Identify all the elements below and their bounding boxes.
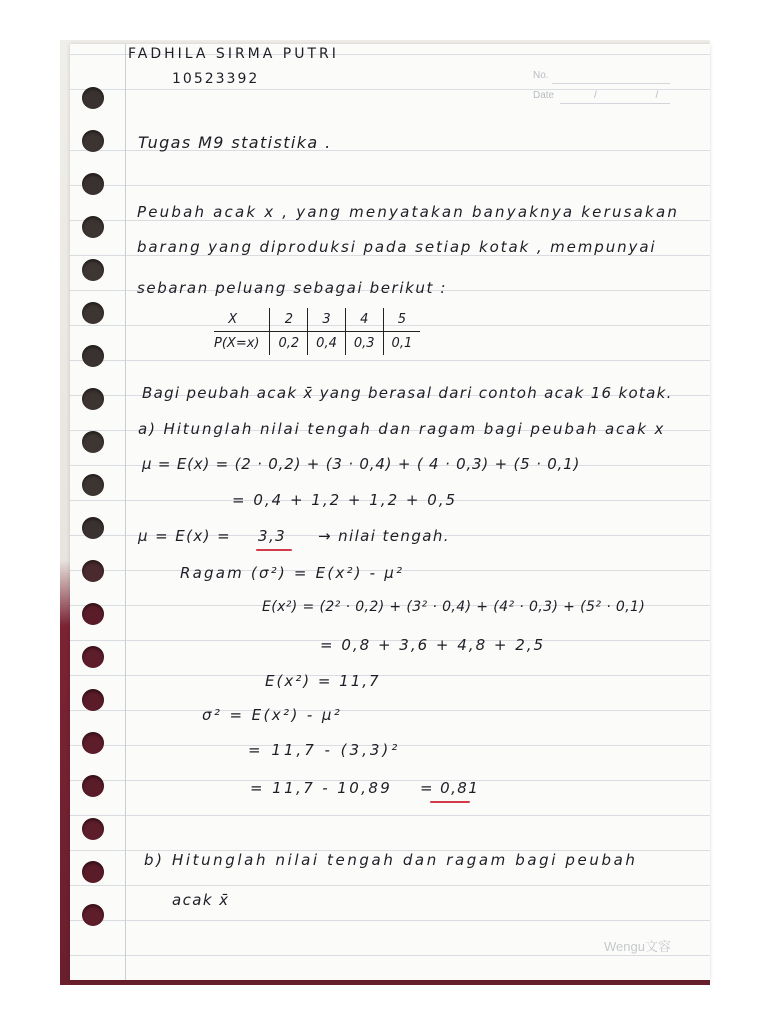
variance-result: = 0,81 [420, 779, 480, 797]
binder-hole [82, 130, 104, 152]
table-cell: 0,4 [308, 332, 346, 356]
question-b: b) Hitunglah nilai tengah dan ragam bagi peubah [144, 851, 638, 869]
binder-hole [82, 474, 104, 496]
ex2-result: E(x²) = 11,7 [265, 672, 381, 690]
intro-line-1: Peubah acak x , yang menyatakan banyaknya kerusakan [137, 203, 680, 221]
binder-hole [82, 517, 104, 539]
probability-table [214, 308, 420, 355]
binder-hole [82, 216, 104, 238]
binder-hole [82, 775, 104, 797]
table-row-p [214, 332, 420, 356]
binder-hole [82, 87, 104, 109]
intro-line-3: sebaran peluang sebagai berikut : [137, 279, 447, 297]
mean-formula: μ = E(x) = (2 · 0,2) + (3 · 0,4) + ( 4 · 0,3) + (5 · 0,1) [142, 455, 581, 473]
student-name: FADHILA SIRMA PUTRI [128, 46, 339, 62]
page-title: Tugas M9 statistika . [138, 133, 332, 152]
no-label: No. [533, 70, 549, 81]
table-row-x [214, 308, 420, 332]
student-id: 10523392 [172, 71, 260, 87]
table-cell: 0,3 [345, 332, 383, 356]
variance-substitution: = 11,7 - (3,3)² [248, 741, 401, 759]
variance-definition: Ragam (σ²) = E(x²) - μ² [180, 564, 405, 582]
binder-hole [82, 904, 104, 926]
notebook-page [70, 44, 710, 980]
sample-statement: Bagi peubah acak x̄ yang berasal dari contoh acak 16 kotak. [142, 384, 673, 402]
binder-hole [82, 388, 104, 410]
intro-line-2: barang yang diproduksi pada setiap kotak , mempunyai [137, 238, 657, 256]
variance-result-underline [430, 801, 470, 803]
date-line [560, 103, 670, 104]
variance-formula: σ² = E(x²) - μ² [202, 706, 343, 724]
mean-result-note: → nilai tengah. [318, 527, 450, 545]
binder-hole [82, 818, 104, 840]
table-cell: 5 [383, 308, 420, 332]
binder-hole [82, 259, 104, 281]
ex2-formula: E(x²) = (2² · 0,2) + (3² · 0,4) + (4² · 0,3) + (5² · 0,1) [262, 599, 646, 615]
question-b-continued: acak x̄ [172, 891, 230, 909]
table-cell: 3 [308, 308, 346, 332]
binder-hole [82, 732, 104, 754]
date-label: Date [533, 90, 555, 101]
table-cell: P(X=x) [214, 336, 260, 351]
binder-hole [82, 603, 104, 625]
binder-hole [82, 689, 104, 711]
binder-hole [82, 431, 104, 453]
table-cell: 0,1 [383, 332, 420, 356]
binder-hole [82, 861, 104, 883]
table-cell: 0,2 [270, 332, 308, 356]
watermark-logo: Wengu文容 [604, 939, 671, 954]
variance-calculation: = 11,7 - 10,89 [250, 779, 393, 797]
margin-line [125, 44, 126, 980]
binder-hole [82, 345, 104, 367]
question-a: a) Hitunglah nilai tengah dan ragam bagi peubah acak x [138, 420, 666, 438]
table-cell: 4 [345, 308, 383, 332]
mean-result-underline [256, 549, 292, 551]
binder-hole [82, 173, 104, 195]
binder-hole [82, 560, 104, 582]
table-cell: 2 [270, 308, 308, 332]
mean-result-label: μ = E(x) = [138, 527, 232, 545]
table-cell: X [214, 308, 270, 332]
mean-expansion: = 0,4 + 1,2 + 1,2 + 0,5 [232, 491, 458, 509]
binder-hole [82, 302, 104, 324]
no-line [552, 83, 670, 84]
binder-hole [82, 646, 104, 668]
ex2-expansion: = 0,8 + 3,6 + 4,8 + 2,5 [320, 636, 546, 654]
date-separators: / / [594, 90, 687, 101]
mean-result-value: 3,3 [258, 527, 287, 545]
